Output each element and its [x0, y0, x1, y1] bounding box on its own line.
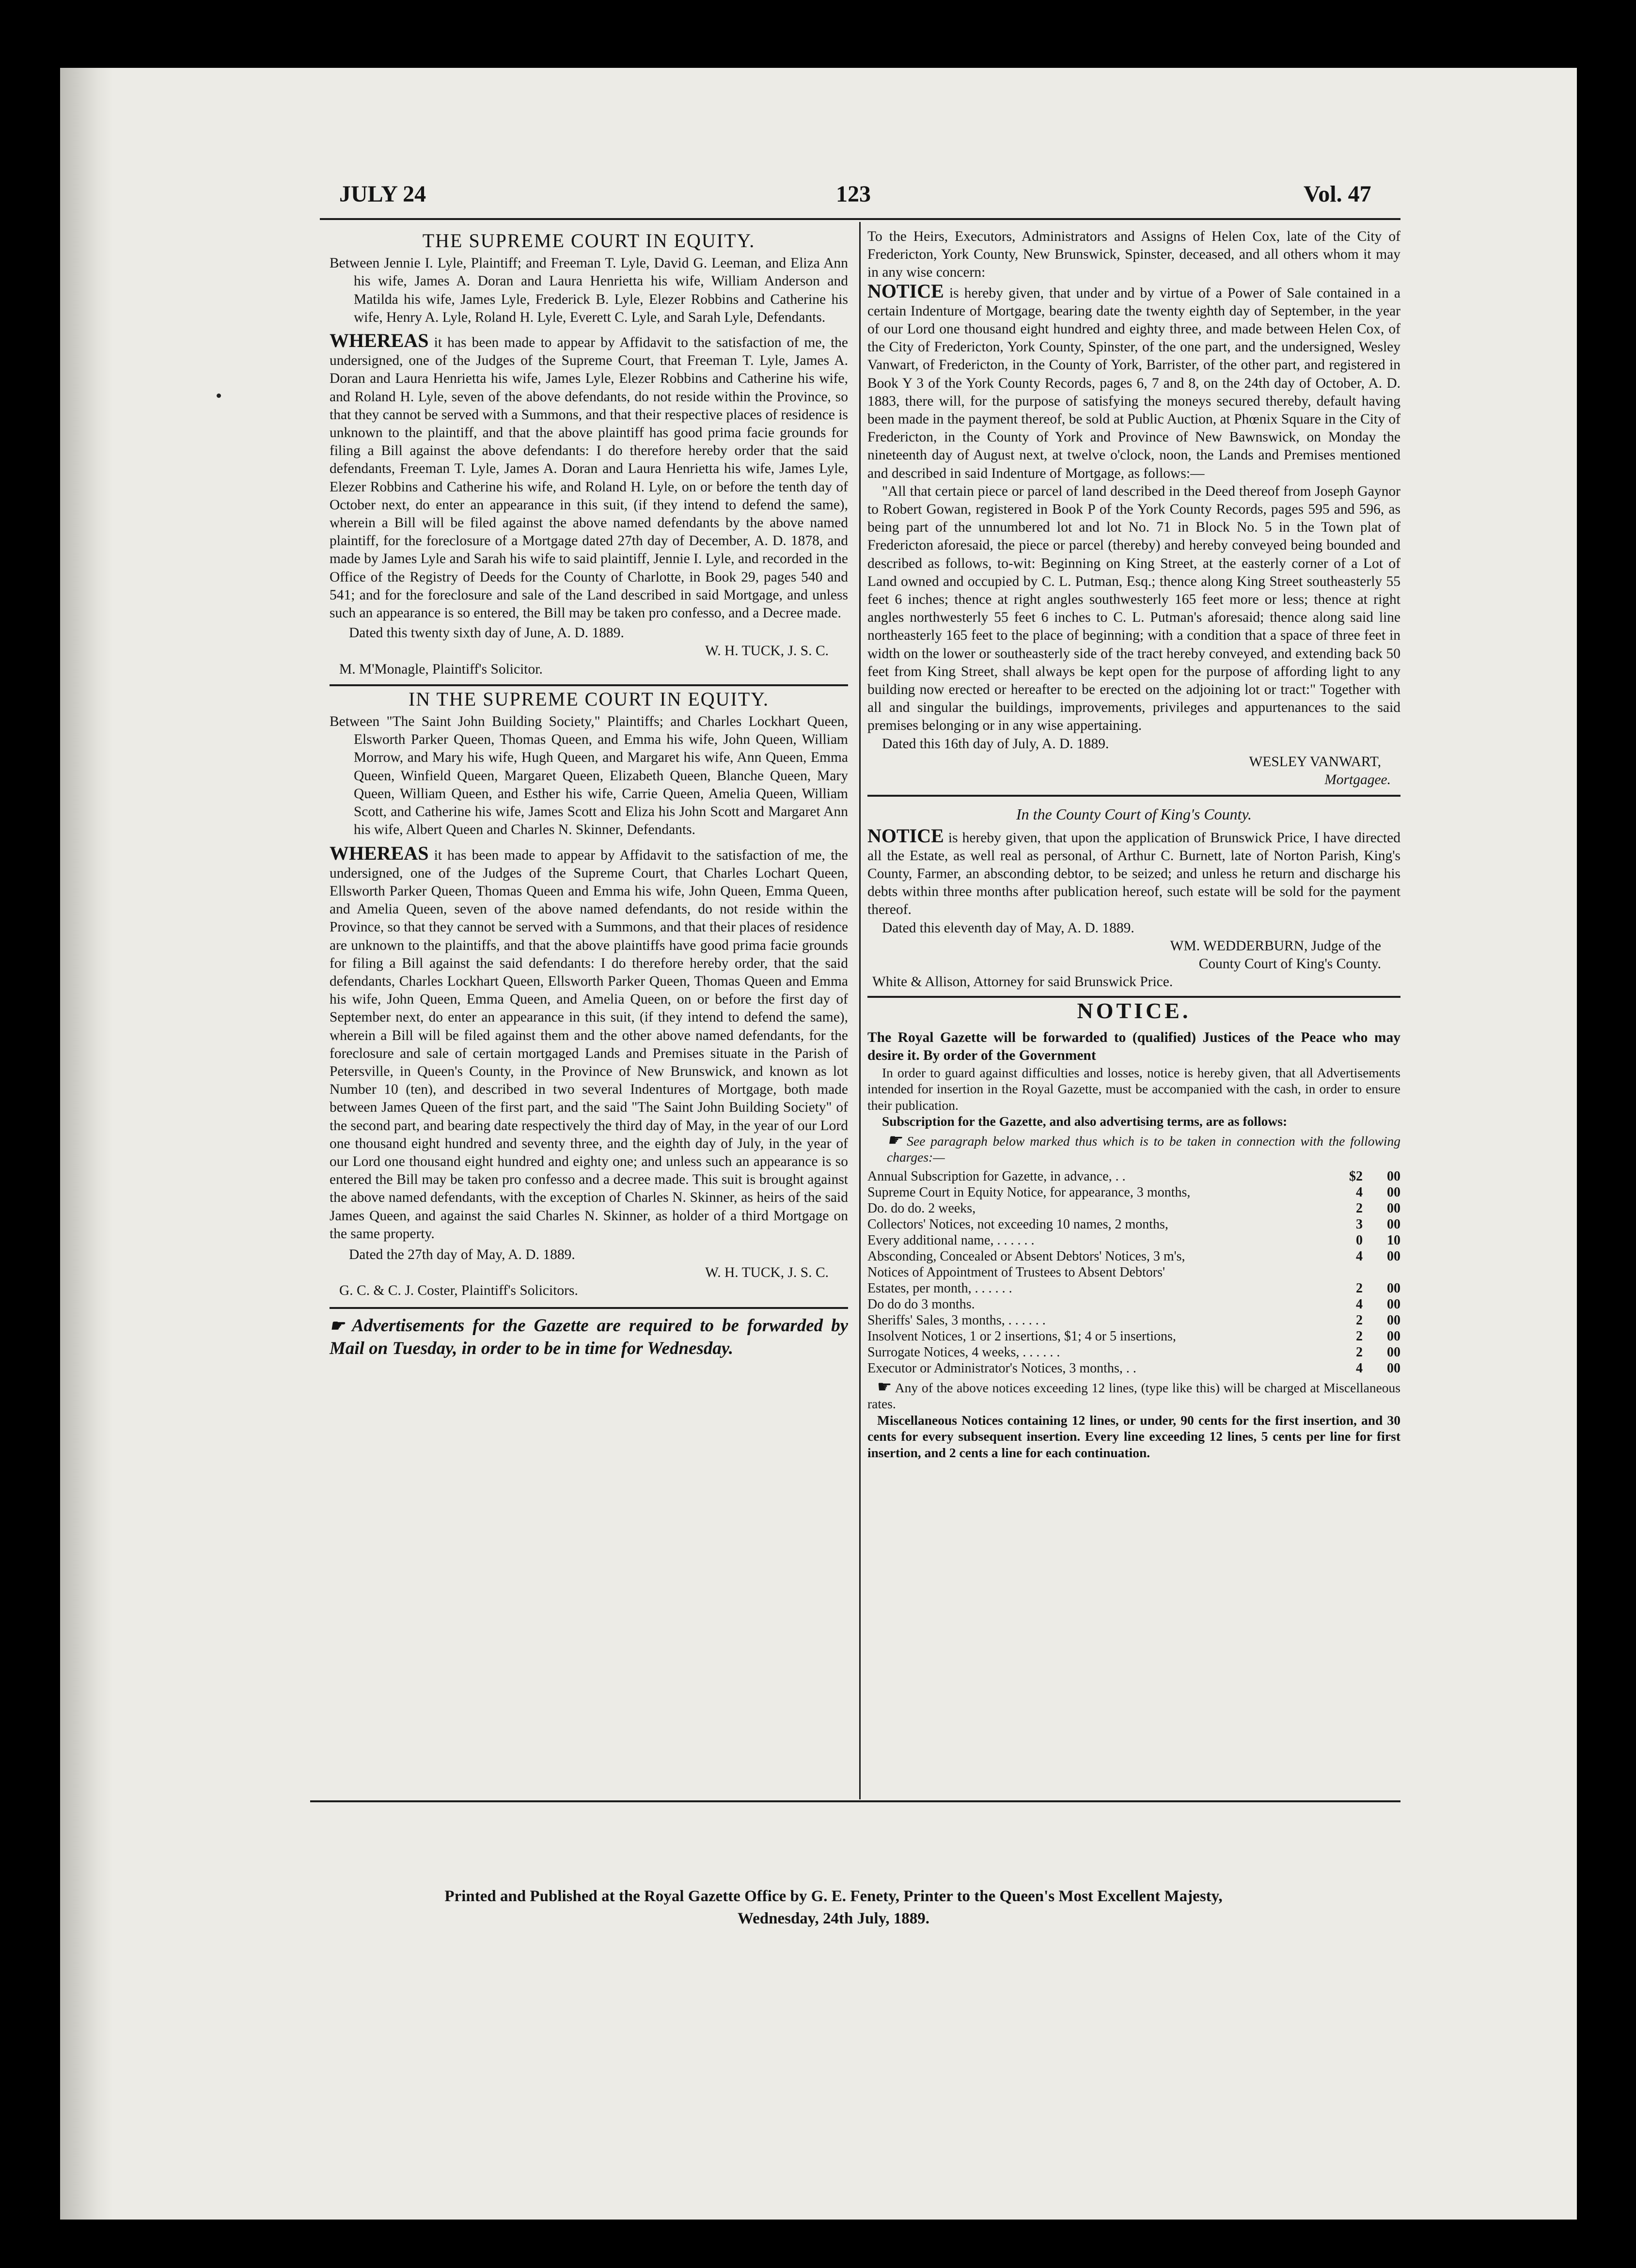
rate-dollars: 4	[1356, 1184, 1363, 1200]
notice-any-paragraph	[867, 1379, 1400, 1412]
rate-cents: 00	[1387, 1280, 1400, 1296]
county-body: is hereby given, that upon the application of Brunswick Price, I have directed all the Estate, as well real as personal, of Arthur C. Burnett, late of Norton Parish, King's County, Farmer, an absconding debtor, to be seized; and unless he return and discharge his debts within three months after publication hereof, such estate will be sold for the payment thereof.	[867, 830, 1401, 918]
mortgage-body: is hereby given, that under and by virtue of a Power of Sale contained in a certain Indenture of Mortgage, bearing date the twenty eighth day of September, in the year of our Lord one thousand eight hundred and eighty three, and made between Helen Cox, of the City of Fredericton, York County, Spinster, of the one part, and the undersigned, Wesley Vanwart, of Fredericton, in the County of York, Barrister, of the other part, and registered in Book Y 3 of the York County Records, pages 6, 7 and 8, on the 24th day of October, A. D. 1883, there will, for the purpose of satisfying the moneys secured thereby, default having been made in the payment thereof, be sold at Public Auction, at Phœnix Square in the City of Fredericton, in the County of York and Province of New Bawnswick, on Monday the nineteenth day of August next, at twelve o'clock, noon, the Lands and Premises mentioned and described in said Indenture of Mortgage, as follows:—	[867, 285, 1401, 481]
notice2-dated: Dated the 27th day of May, A. D. 1889.	[349, 1246, 575, 1262]
rate-row	[867, 1184, 1400, 1200]
rate-cents: 10	[1387, 1232, 1400, 1248]
rate-cents: 00	[1387, 1168, 1400, 1184]
rate-row	[867, 1344, 1400, 1360]
rate-dollars: 0	[1356, 1232, 1363, 1248]
rate-cents: 00	[1387, 1200, 1400, 1216]
rate-row	[867, 1264, 1400, 1280]
rate-label: Do. do do. 2 weeks,	[867, 1200, 976, 1216]
rate-dollars: 4	[1356, 1248, 1363, 1264]
rate-row	[867, 1168, 1400, 1184]
notice-any-text: Any of the above notices exceeding 12 lines, (type like this) will be charged at Miscellaneous rates.	[867, 1380, 1400, 1412]
rate-dollars: $2	[1349, 1168, 1363, 1184]
notice2-body-paragraph	[330, 844, 848, 1243]
rate-cents: 00	[1387, 1344, 1400, 1360]
rate-row	[867, 1312, 1400, 1328]
rate-label: Do do do 3 months.	[867, 1296, 975, 1312]
rate-cents: 00	[1387, 1248, 1400, 1264]
county-dated: Dated this eleventh day of May, A. D. 1889.	[882, 920, 1134, 936]
rate-label: Insolvent Notices, 1 or 2 insertions, $1; 4 or 5 insertions,	[867, 1328, 1176, 1344]
rate-cents: 00	[1387, 1184, 1400, 1200]
notice1-title: THE SUPREME COURT IN EQUITY.	[422, 230, 755, 252]
notice1-body-paragraph	[330, 331, 848, 622]
mortgage-body-paragraph	[867, 282, 1400, 483]
rate-label: Collectors' Notices, not exceeding 10 names, 2 months,	[867, 1216, 1168, 1232]
rate-dollars: 2	[1356, 1312, 1363, 1328]
notice1-lead: WHEREAS	[330, 330, 429, 352]
rate-cents: 00	[1387, 1312, 1400, 1328]
rate-row	[867, 1200, 1400, 1216]
notice1-body: it has been made to appear by Affidavit to the satisfaction of me, the undersigned, one of the Judges of the Supreme Court, that Freeman T. Lyle, James A. Doran and Laura Henrietta his wife, James Lyle, Elezer Robbins and Catherine his wife, and Roland H. Lyle, seven of the above defendants, do not reside within the Province, so that they cannot be served with a Summons, and that their respective places of residence is unknown to the plaintiff, and that the above plaintiff has good prima facie grounds for filing a Bill against the above defendants: I do therefore hereby order that the said defendants, Freeman T. Lyle, James A. Doran and Laura Henrietta his wife, James Lyle, Elezer Robbins and Catherine his wife, and Roland H. Lyle, on or before the tenth day of October next, do enter an appearance in this suit, (if they intend to defend the same), wherein a Bill will be filed against the above named defendants by the above named plaintiff, for the foreclosure of a Mortgage dated 27th day of December, A. D. 1878, and made by James Lyle and Sarah his wife to said plaintiff, Jennie I. Lyle, and recorded in the Office of the Registry of Deeds for the County of Charlotte, in Book 29, pages 540 and 541; and for the foreclosure and sale of the Land described in said Mortgage, and unless such an appearance is so entered, the Bill may be taken pro confesso, and a Decree made.	[330, 335, 849, 621]
rate-row	[867, 1280, 1400, 1296]
rate-row	[867, 1296, 1400, 1312]
header-rule	[320, 218, 1400, 220]
section-rule	[330, 684, 848, 686]
section-rule	[867, 996, 1400, 998]
mortgage-lead: NOTICE	[867, 280, 944, 302]
gazette-advert	[330, 1315, 848, 1360]
rate-label: Every additional name, . . . . . .	[867, 1232, 1035, 1248]
pointing-hand-icon: ☛	[877, 1378, 892, 1396]
county-signature: WM. WEDDERBURN, Judge of the	[1170, 938, 1381, 954]
pointing-hand-icon: ☛	[330, 1317, 345, 1335]
rate-dollars: 2	[1356, 1328, 1363, 1344]
rate-cents: 00	[1387, 1360, 1400, 1376]
page-speck	[217, 394, 221, 398]
mortgage-dated: Dated this 16th day of July, A. D. 1889.	[882, 736, 1109, 752]
pointing-hand-icon: ☛	[887, 1131, 902, 1150]
rate-cents: 00	[1387, 1216, 1400, 1232]
notice1-parties: Between Jennie I. Lyle, Plaintiff; and Freeman T. Lyle, David G. Leeman, and Eliza Ann his wife, James A. Doran and Laura Henrietta his wife, William Anderson and Matilda his wife, James Lyle, Frederick B. Lyle, Elezer Robbins and Catherine his wife, Henry A. Lyle, Roland H. Lyle, Everett C. Lyle, and Sarah Lyle, Defendants.	[330, 255, 848, 325]
rate-label: Supreme Court in Equity Notice, for appearance, 3 months,	[867, 1184, 1191, 1200]
rate-dollars: 4	[1356, 1360, 1363, 1376]
page-number: 123	[836, 181, 871, 207]
mortgage-role: Mortgagee.	[1324, 772, 1391, 788]
right-column	[867, 228, 1400, 1461]
rate-row	[867, 1328, 1400, 1344]
rate-label: Executor or Administrator's Notices, 3 months, . .	[867, 1360, 1136, 1376]
notice-subscription: Subscription for the Gazette, and also advertising terms, are as follows:	[882, 1114, 1288, 1129]
notice-misc: Miscellaneous Notices containing 12 lines, or under, 90 cents for the first insertion, and 30 cents for every subsequent insertion. Every line exceeding 12 lines, 5 cents per line for first insertion, and 2 cents a line for each continuation.	[867, 1412, 1400, 1460]
mortgage-address: To the Heirs, Executors, Administrators and Assigns of Helen Cox, late of the City of Fredericton, York County, New Brunswick, Spinster, deceased, and all others whom it may in any wise concern:	[867, 229, 1400, 281]
county-court-title: In the County Court of King's County.	[1016, 805, 1252, 823]
rate-row	[867, 1360, 1400, 1376]
notice1-signature: W. H. TUCK, J. S. C.	[705, 643, 829, 659]
county-signature-line2: County Court of King's County.	[1198, 956, 1381, 972]
notice2-body: it has been made to appear by Affidavit to the satisfaction of me, the undersigned, one of the Judges of the Supreme Court, that Charles Lochart Queen, Ellsworth Parker Queen, Thomas Queen and Emma his wife, John Queen, Emma Queen, and Amelia Queen, seven of the above named defendants, do not reside within the Province, so that they cannot be served with a Summons, and that their places of residence are unknown to the plaintiffs, and that the above plaintiffs have good prima facie grounds for filing a Bill against the said defendants: I do therefore hereby order, that the said defendants, Charles Lockhart Queen, Ellsworth Parker Queen, Thomas Queen and Emma his wife, John Queen, Emma Queen, and Amelia Queen, on or before the first day of September next, do enter an appearance in this suit, (if they intend to defend the same), wherein a Bill will be filed against them and the other above named defendants, for the foreclosure and sale of certain mortgaged Lands and Premises situate in the Parish of Petersville, in Queen's County, in the Province of New Brunswick, and known as lot Number 10 (ten), and described in two several Indentures of Mortgage, both made between James Queen of the first part, and the said "The Saint John Building Society" of the second part, and bearing date respectively the third day of May, in the year of our Lord one thousand eight hundred and seventy three, and the eighth day of July, in the year of our Lord one thousand eight hundred and eighty one; and unless such an appearance is so entered the Bill may be taken pro confesso and a decree made. This suit is brought against the above named defendants, with the exception of Charles N. Skinner, as heirs of the said James Queen, and against the said Charles N. Skinner, as holder of a third Mortgage on the same property.	[330, 847, 849, 1242]
notice1-dated: Dated this twenty sixth day of June, A. D. 1889.	[349, 625, 624, 641]
rate-label: Absconding, Concealed or Absent Debtors' Notices, 3 m's,	[867, 1248, 1185, 1264]
rate-row	[867, 1232, 1400, 1248]
imprint-line2: Wednesday, 24th July, 1889.	[737, 1910, 930, 1927]
notice-para: In order to guard against difficulties and losses, notice is hereby given, that all Advertisements intended for insertion in the Royal Gazette, must be accompanied with the cash, in order to ensure their publication.	[867, 1065, 1400, 1113]
rate-row	[867, 1216, 1400, 1232]
rates-table	[867, 1168, 1400, 1376]
rate-label: Surrogate Notices, 4 weeks, . . . . . .	[867, 1344, 1060, 1360]
footer-rule-top	[310, 1800, 1400, 1802]
mortgage-quote: "All that certain piece or parcel of land described in the Deed thereof from Joseph Gaynor to Robert Gowan, registered in Book P of the York County Records, pages 595 and 596, as being part of the unnumbered lot and lot No. 71 in Block No. 5 in the Town plat of Fredericton aforesaid, the piece or parcel (thereby) and hereby conveyed being bounded and described as follows, to-wit: Beginning on King Street, at the easterly corner of a Lot of Land owned and occupied by C. L. Putman, Esq.; thence along King Street southeasterly 55 feet 6 inches; thence at right angles southwesterly 165 feet more or less; thence at right angles northwesterly 55 feet 6 inches to C. L. Putman's aforesaid; thence along said line northeasterly 165 feet to the place of beginning; with a condition that a space of three feet in width on the lower or southeasterly side of the tract hereby conveyed, and extending back 50 feet from King Street, shall always be kept open for the purpose of affording light to any building now erected or hereafter to be erected on the adjoining lot or tract:" Together with all and singular the buildings, improvements, privileges and appurtenances to the said premises belonging or in any wise appertaining.	[867, 483, 1400, 734]
notice-see-paragraph	[887, 1133, 1400, 1166]
county-attorney: White & Allison, Attorney for said Brunswick Price.	[872, 974, 1173, 990]
column-divider	[859, 222, 861, 1799]
rate-label: Estates, per month, . . . . . .	[867, 1280, 1012, 1296]
county-body-paragraph	[867, 824, 1401, 919]
notice-intro: The Royal Gazette will be forwarded to (qualified) Justices of the Peace who may desire it. By order of the Government	[867, 1029, 1400, 1063]
notice2-solicitor: G. C. & C. J. Coster, Plaintiff's Solicitors.	[339, 1283, 578, 1299]
binding-shadow	[60, 68, 113, 2220]
notice2-parties: Between "The Saint John Building Society," Plaintiffs; and Charles Lockhart Queen, Elsworth Parker Queen, Thomas Queen, and Emma his wife, John Queen, William Morrow, and Mary his wife, Hugh Queen, and Margaret his wife, Ann Queen, Emma Queen, Winfield Queen, Margaret Queen, Elizabeth Queen, Blanche Queen, Mary Queen, William Queen, and Esther his wife, Carrie Queen, Amelia Queen, William Scott, and Catherine his wife, James Scott and Eliza his John Scott and Margaret Ann his wife, Albert Queen and Charles N. Skinner, Defendants.	[330, 714, 848, 838]
rate-dollars: 2	[1356, 1200, 1363, 1216]
rate-row	[867, 1248, 1400, 1264]
mortgage-signature: WESLEY VANWART,	[1249, 754, 1381, 770]
notice2-lead: WHEREAS	[330, 842, 429, 864]
county-lead: NOTICE	[867, 824, 944, 847]
section-rule	[867, 795, 1400, 797]
imprint-line1: Printed and Published at the Royal Gazette Office by G. E. Fenety, Printer to the Queen's Most Excellent Majesty,	[444, 1888, 1223, 1905]
rate-dollars: 4	[1356, 1296, 1363, 1312]
volume-number: Vol. 47	[1304, 181, 1371, 207]
rate-cents: 00	[1387, 1328, 1400, 1344]
rate-dollars: 2	[1356, 1344, 1363, 1360]
notice2-signature: W. H. TUCK, J. S. C.	[705, 1265, 829, 1281]
gazette-advert-text: Advertisements for the Gazette are required to be forwarded by Mail on Tuesday, in order to be in time for Wednesday.	[330, 1315, 848, 1358]
rate-label: Sheriffs' Sales, 3 months, . . . . . .	[867, 1312, 1046, 1328]
issue-date: JULY 24	[339, 181, 426, 207]
notice2-title: IN THE SUPREME COURT IN EQUITY.	[408, 688, 770, 710]
rate-dollars	[1336, 1264, 1363, 1280]
rate-dollars: 3	[1356, 1216, 1363, 1232]
rate-cents: 00	[1387, 1296, 1400, 1312]
imprint	[291, 1885, 1376, 1930]
rate-dollars: 2	[1356, 1280, 1363, 1296]
notice1-solicitor: M. M'Monagle, Plaintiff's Solicitor.	[339, 661, 543, 677]
left-column	[330, 228, 848, 1360]
section-rule	[330, 1307, 848, 1309]
notice-see-text: See paragraph below marked thus which is to be taken in connection with the following charges:—	[887, 1133, 1400, 1165]
rate-label: Notices of Appointment of Trustees to Absent Debtors'	[867, 1264, 1165, 1280]
notice-heading: NOTICE.	[1077, 998, 1191, 1024]
rate-cents	[1363, 1264, 1400, 1280]
rate-label: Annual Subscription for Gazette, in advance, . .	[867, 1168, 1126, 1184]
